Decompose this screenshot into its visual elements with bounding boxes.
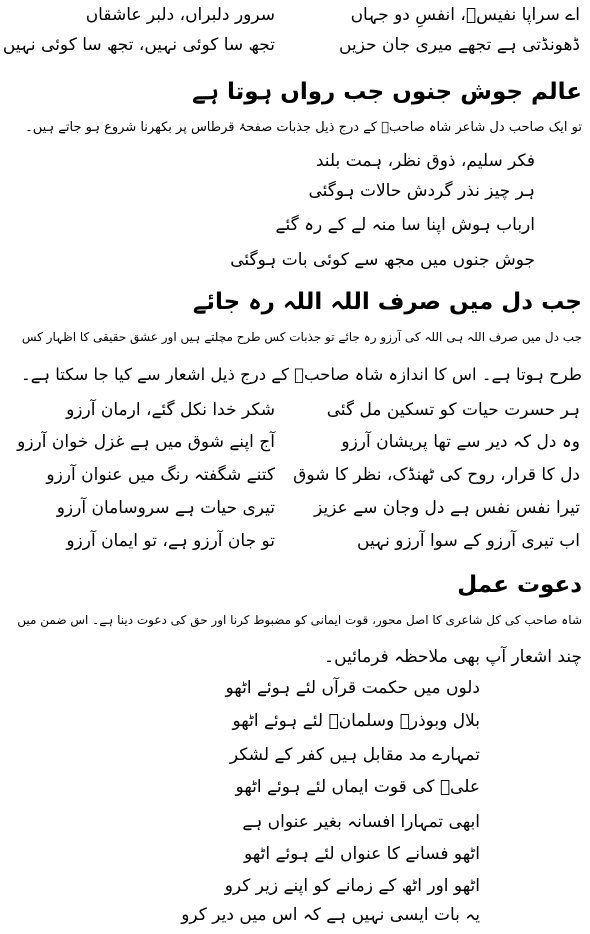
ghazal-row-4-right: تیرا نفس نفس ہے دل وجان سے عزیز	[314, 498, 580, 518]
ghazal-row-5-left: تو جان آرزو ہے، تو ایمان آرزو	[66, 531, 275, 551]
section1-verse-left: ہر چیز نذر گردش حالات ہوگئی	[308, 181, 535, 201]
poem-line-2: بلال وبوذرؓ وسلمانؓ لئے ہوئے اٹھو	[232, 711, 480, 731]
section1-verse-3: جوش جنوں میں مجھ سے کوئی بات ہوگئی	[230, 250, 535, 270]
section1-verse-right: فکر سلیم، ذوق نظر، ہمت بلند	[315, 151, 535, 171]
section3-paragraph-line-2: چند اشعار آپ بھی ملاحظہ فرمائیں۔	[324, 647, 582, 667]
ghazal-row-1-left: شکر خدا نکل گئے، ارمان آرزو	[66, 400, 275, 420]
ghazal-row-2-left: آج اپنے شوق میں ہے غزل خوان آرزو	[17, 432, 275, 452]
section3-paragraph-line-1: شاہ صاحب کی کل شاعری کا اصل محور، قوت ایمانی کو مضبوط کرنا اور حق کی دعوت دینا ہے۔ اس ضمن میں	[17, 613, 582, 627]
poem-line-6: اٹھو فسانے کا عنواں لئے ہوئے اٹھو	[244, 844, 480, 864]
ghazal-row-4-left: تیری حیات ہے سروسامان آرزو	[56, 498, 275, 518]
ghazal-row-2-right: وہ دل کہ دیر سے تھا پریشان آرزو	[341, 432, 580, 452]
section1-verse-2: ارباب ہوش اپنا سا منہ لے کے رہ گئے	[275, 215, 535, 235]
opening-verse-right-2: ڈھونڈتی ہے تجھے میری جان حزیں	[339, 35, 580, 55]
poem-line-1: دلوں میں حکمت قرآں لئے ہوئے اٹھو	[225, 678, 480, 698]
ghazal-row-3-left: کتنے شگفتہ رنگ میں عنوان آرزو	[46, 465, 275, 485]
section-heading-call-to-action: دعوت عمل	[457, 572, 582, 598]
opening-verse-left-1: سرور دلبراں، دلبر عاشقاں	[85, 5, 275, 25]
section-heading-passion: عالم جوش جنوں جب رواں ہوتا ہے	[192, 79, 582, 105]
section-heading-remembrance: جب دل میں صرف اللہ اللہ رہ جائے	[192, 289, 582, 315]
opening-verse-left-2: تجھ سا کوئی نہیں، تجھ سا کوئی نہیں	[2, 35, 275, 55]
section2-paragraph-line-1: جب دل میں صرف اللہ ہی اللہ کی آرزو رہ جائے تو جذبات کس طرح مچلتے ہیں اور عشق حقیقی کا اظہار کس	[21, 330, 582, 344]
poem-line-4: علیؓ کی قوت ایماں لئے ہوئے اٹھو	[235, 777, 480, 797]
ghazal-row-1-right: ہر حسرت حیات کو تسکین مل گئی	[326, 400, 580, 420]
poem-line-3: تمہارے مد مقابل ہیں کفر کے لشکر	[229, 745, 480, 765]
poem-line-7: اٹھو اور اٹھ کے زمانے کو اپنے زیر کرو	[224, 876, 480, 896]
poem-line-8: یہ بات ایسی نہیں ہے کہ اس میں دیر کرو	[181, 905, 480, 925]
opening-verse-right-1: اے سراپا نفیسؔ، انفسِ دو جہاں	[350, 5, 580, 25]
section2-paragraph-line-2: طرح ہوتا ہے۔ اس کا اندازہ شاہ صاحبؒ کے درج ذیل اشعار سے کیا جا سکتا ہے۔	[21, 365, 582, 384]
ghazal-row-3-right: دل کا قرار، روح کی ٹھنڈک، نظر کا شوق	[293, 465, 580, 485]
poem-line-5: ابھی تمہارا افسانہ بغیر عنواں ہے	[242, 812, 480, 832]
section1-paragraph: تو ایک صاحب دل شاعر شاہ صاحبؒ کے درج ذیل جذبات صفحۂ قرطاس پر بکھرنا شروع ہو جاتے ہیں۔	[25, 120, 582, 135]
ghazal-row-5-right: اب تیری آرزو کے سوا آرزو نہیں	[357, 531, 580, 551]
